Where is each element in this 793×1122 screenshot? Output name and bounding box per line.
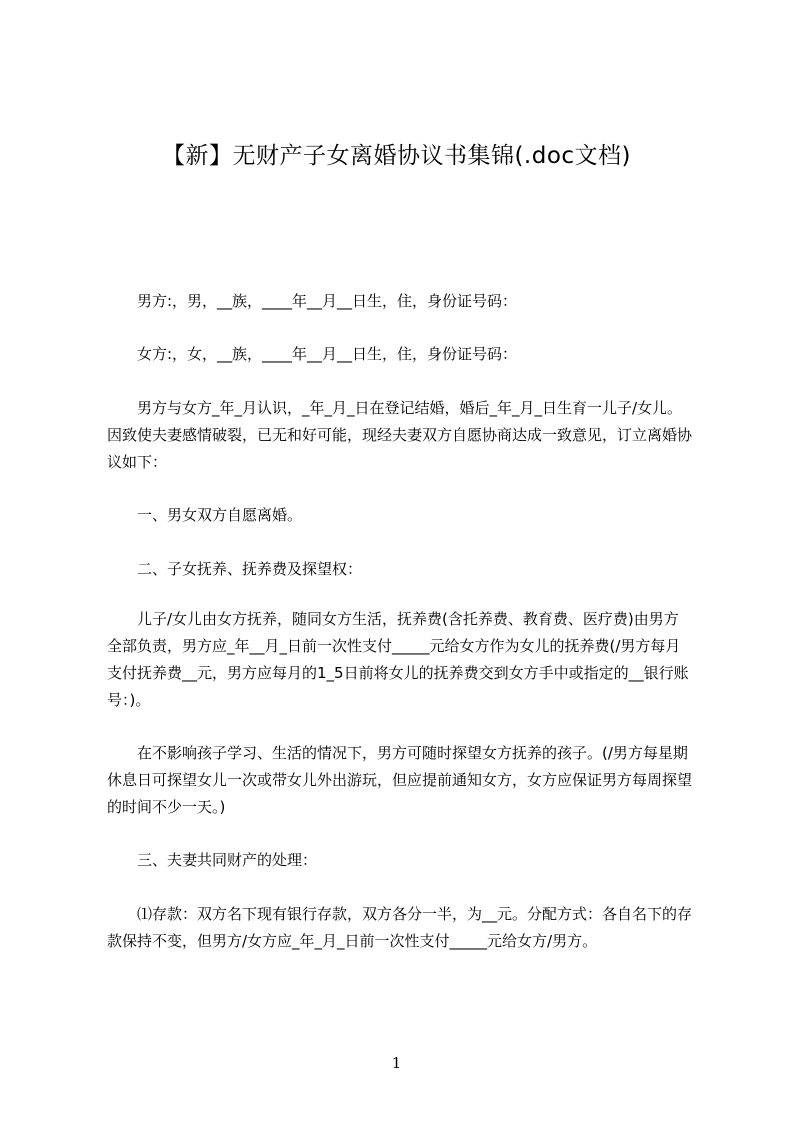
paragraph-wife-info: 女方:，女，__族，____年__月__日生，住，身份证号码：: [137, 345, 518, 363]
paragraph-custody-support: 儿子/女儿由女方抚养，随同女方生活，抚养费(含托养费、教育费、医疗费)由男方全部负责，男方应_年__月_日前一次性支付_____元给女方作为女儿的抚养费(/男方每月支付抚养费__元，男方应每月的1_5日前将女儿的抚养费交到女方手中或指定的__银行账号：)。: [107, 610, 689, 709]
paragraph-visitation: 在不影响孩子学习、生活的情况下，男方可随时探望女方抚养的孩子。(/男方每星期休息日可探望女儿一次或带女儿外出游玩，但应提前通知女方，女方应保证男方每周探望的时间不少一天。): [107, 744, 693, 816]
document-title: 【新】无财产子女离婚协议书集锦(.doc文档): [161, 143, 632, 169]
section-heading-property: 三、夫妻共同财产的处理：: [137, 851, 318, 869]
page-number: 1: [391, 1054, 402, 1072]
paragraph-husband-info: 男方:，男，__族，____年__月__日生，住，身份证号码：: [137, 292, 518, 310]
paragraph-background: 男方与女方_年_月认识，_年_月_日在登记结婚，婚后_年_月_日生育一儿子/女儿。因致使夫妻感情破裂，已无和好可能，现经夫妻双方自愿协商达成一致意见，订立离婚协议如下：: [107, 399, 693, 471]
paragraph-savings: ⑴存款：双方名下现有银行存款，双方各分一半，为__元。分配方式：各自名下的存款保持不变，但男方/女方应_年_月_日前一次性支付_____元给女方/男方。: [107, 905, 693, 950]
section-heading-custody: 二、子女抚养、抚养费及探望权：: [137, 560, 363, 578]
section-heading-divorce: 一、男女双方自愿离婚。: [137, 506, 303, 524]
